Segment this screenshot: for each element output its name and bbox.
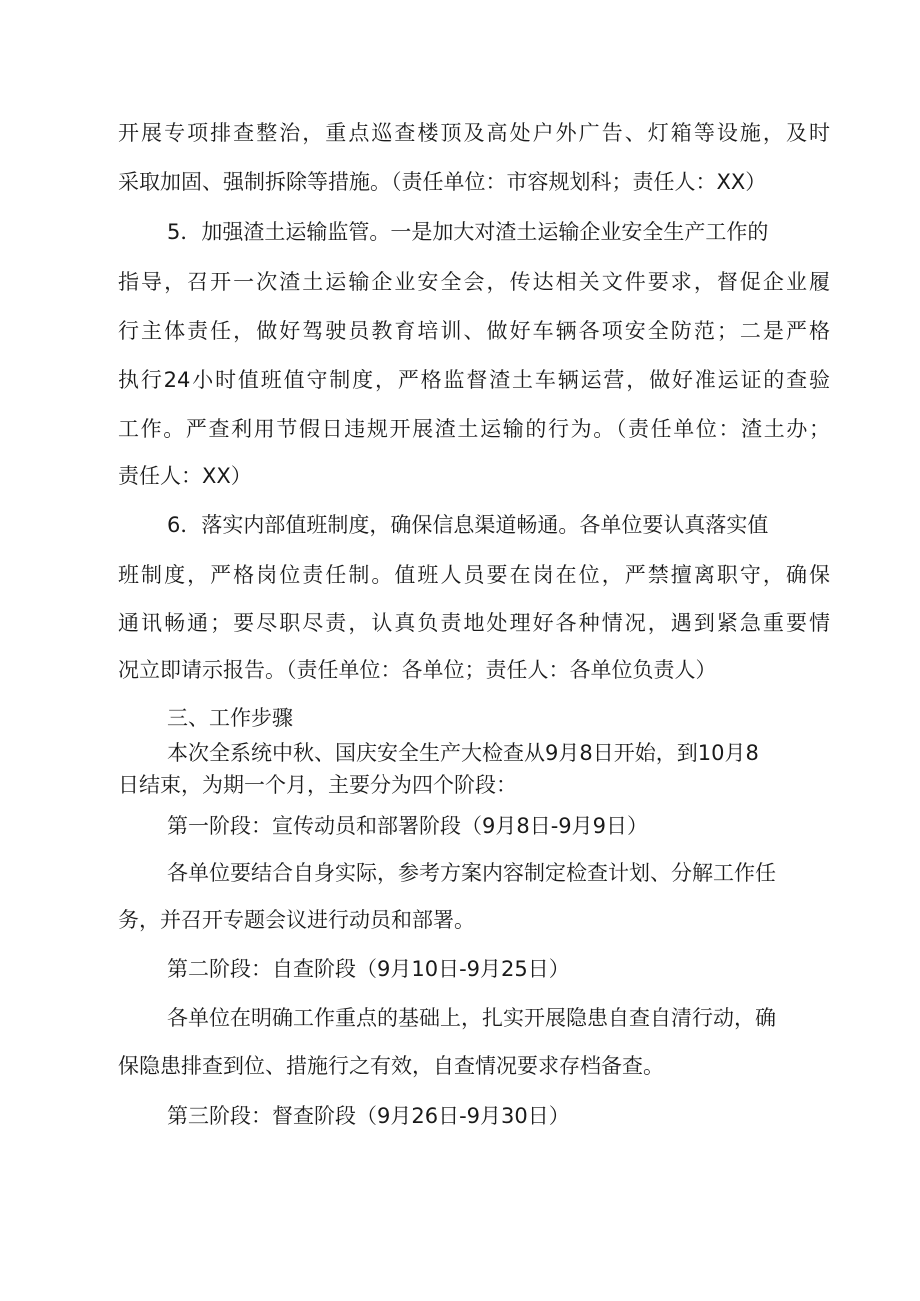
- paragraph-line: 采取加固、强制拆除等措施。（责任单位：市容规划科；责任人：XX）: [118, 170, 767, 194]
- paragraph-line: 行主体责任，做好驾驶员教育培训、做好车辆各项安全防范；二是严格: [118, 319, 830, 343]
- paragraph-line: 务，并召开专题会议进行动员和部署。: [118, 908, 475, 932]
- paragraph-line: 指导，召开一次渣土运输企业安全会，传达相关文件要求，督促企业履: [118, 270, 830, 294]
- section-heading: 三、工作步骤: [167, 706, 293, 730]
- paragraph-line: 各单位在明确工作重点的基础上，扎实开展隐患自查自清行动，确: [167, 1006, 776, 1030]
- stage-heading: 第三阶段：督查阶段（9月26日-9月30日）: [167, 1104, 570, 1128]
- stage-heading: 第二阶段：自查阶段（9月10日-9月25日）: [167, 957, 570, 981]
- paragraph-line: 日结束，为期一个月，主要分为四个阶段：: [118, 773, 517, 797]
- paragraph-line: 本次全系统中秋、国庆安全生产大检查从9月8日开始，到10月8: [167, 741, 759, 765]
- paragraph-line: 通讯畅通；要尽职尽责，认真负责地处理好各种情况，遇到紧急重要情: [118, 611, 830, 635]
- paragraph-line: 6．落实内部值班制度，确保信息渠道畅通。各单位要认真落实值: [167, 513, 769, 537]
- paragraph-line: 5．加强渣土运输监管。一是加大对渣土运输企业安全生产工作的: [167, 220, 769, 244]
- paragraph-line: 工作。严查利用节假日违规开展渣土运输的行为。（责任单位：渣土办；: [118, 417, 830, 441]
- stage-heading: 第一阶段：宣传动员和部署阶段（9月8日-9月9日）: [167, 814, 649, 838]
- paragraph-line: 执行24小时值班值守制度，严格监督渣土车辆运营，做好准运证的查验: [118, 368, 830, 392]
- paragraph-line: 况立即请示报告。（责任单位：各单位；责任人：各单位负责人）: [118, 658, 717, 682]
- paragraph-line: 各单位要结合自身实际，参考方案内容制定检查计划、分解工作任: [167, 861, 776, 885]
- paragraph-line: 责任人：XX）: [118, 464, 252, 488]
- paragraph-line: 开展专项排查整治，重点巡查楼顶及高处户外广告、灯箱等设施，及时: [118, 121, 830, 145]
- paragraph-line: 保隐患排查到位、措施行之有效，自查情况要求存档备查。: [118, 1054, 664, 1078]
- paragraph-line: 班制度，严格岗位责任制。值班人员要在岗在位，严禁擅离职守，确保: [118, 563, 830, 587]
